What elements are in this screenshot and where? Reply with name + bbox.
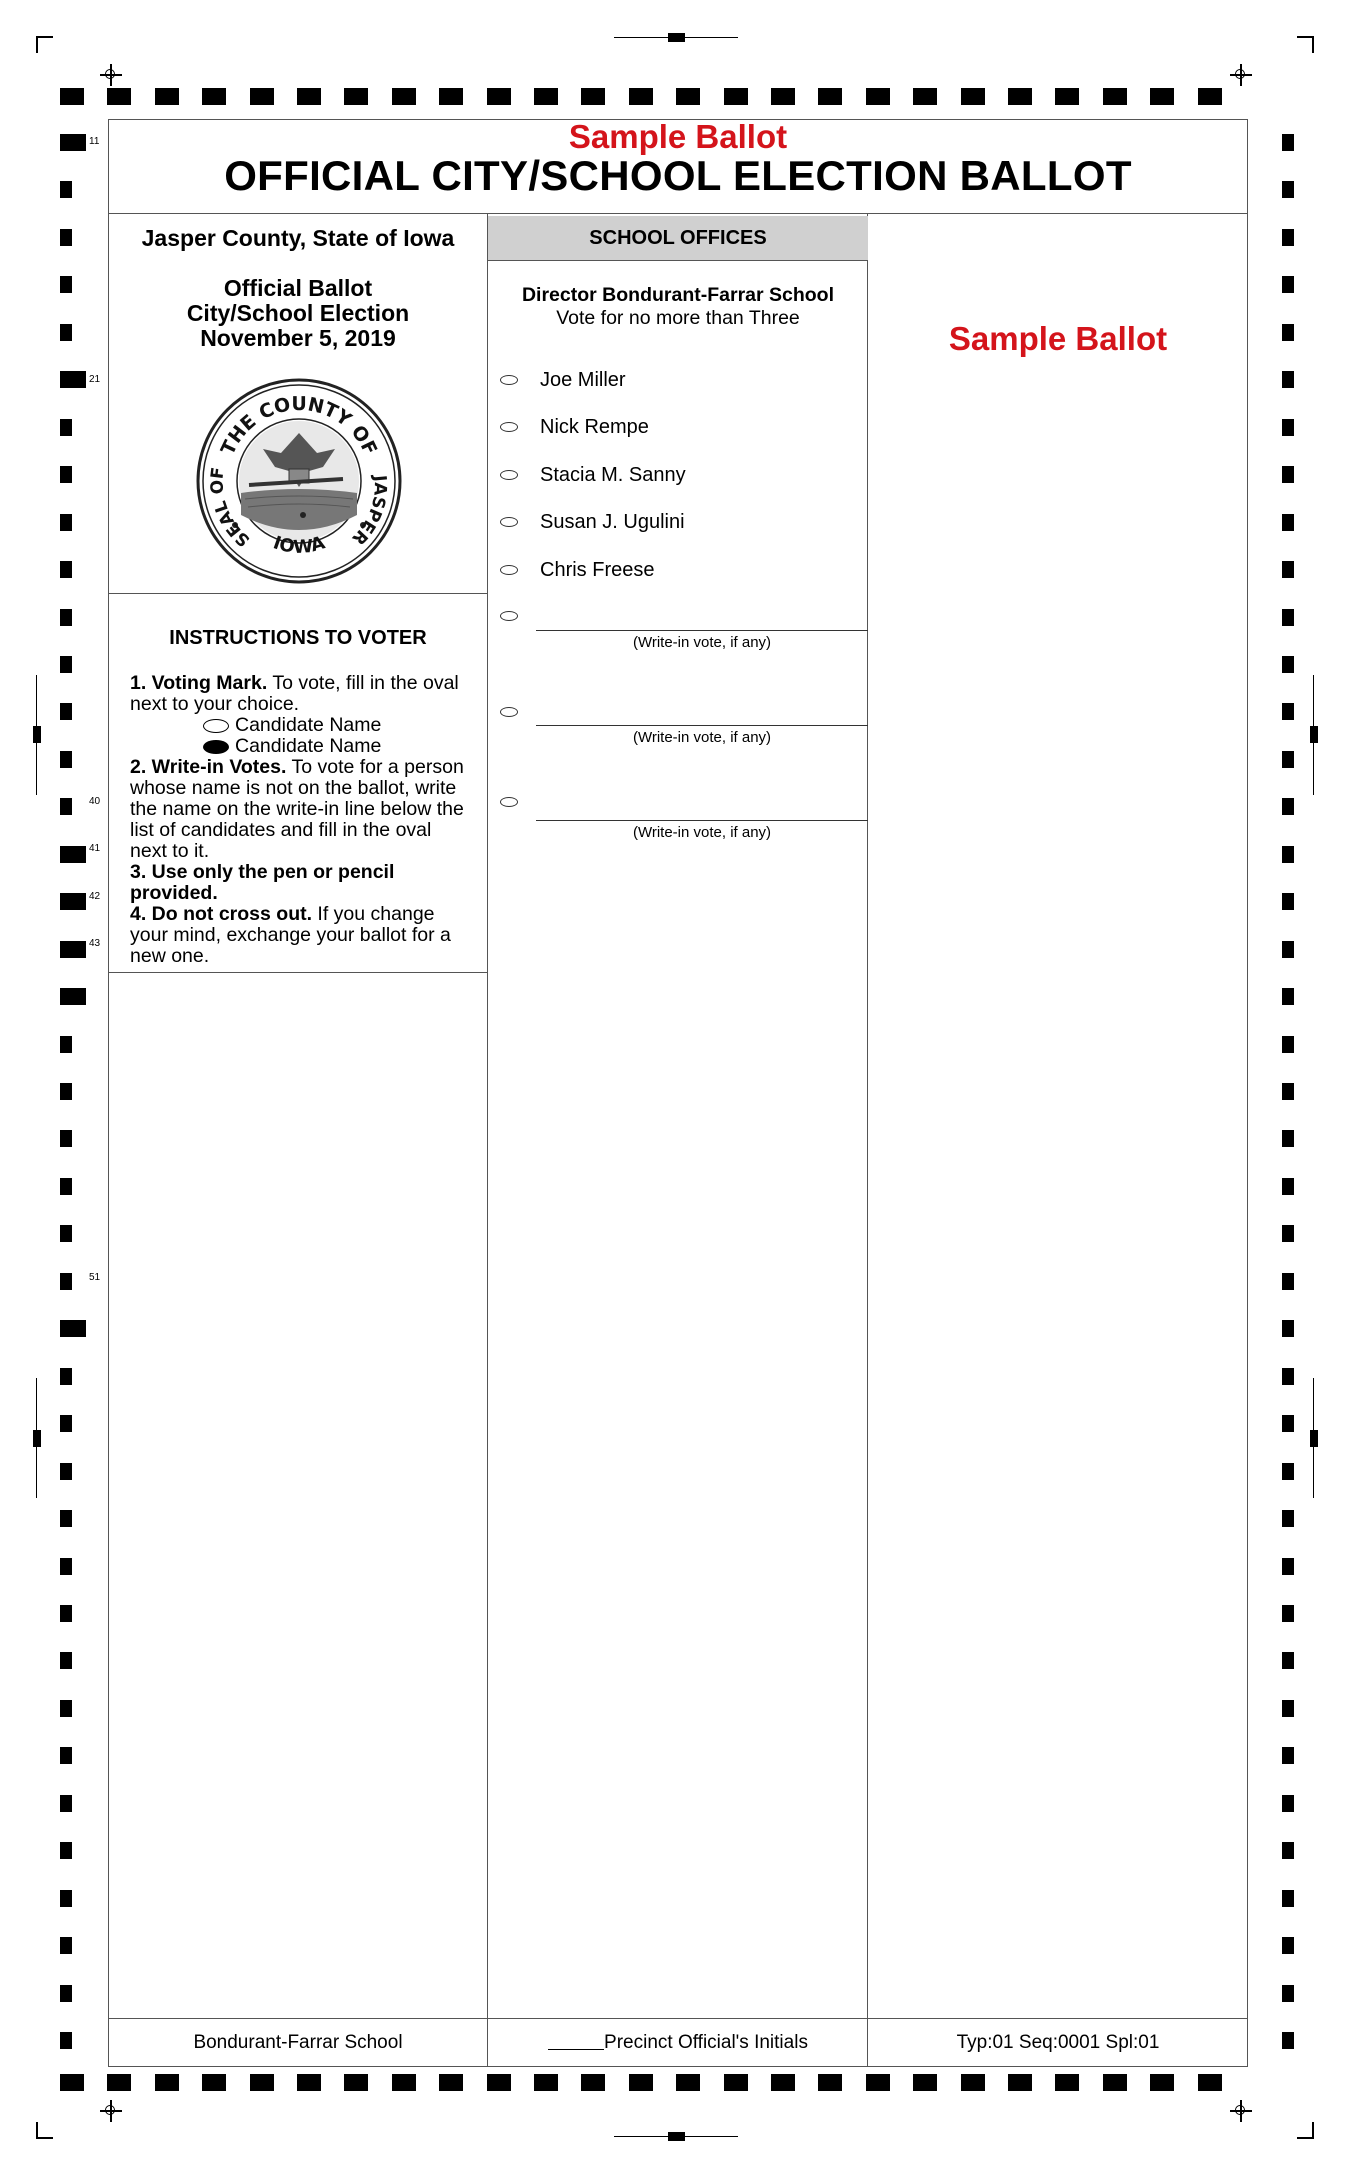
seal-divider — [108, 593, 488, 594]
timing-mark — [1282, 703, 1294, 720]
timing-mark — [1282, 181, 1294, 198]
corner-mark-bottom-left — [36, 2121, 54, 2139]
write-in-label: (Write-in vote, if any) — [632, 634, 772, 651]
candidate-row[interactable] — [500, 555, 654, 585]
timing-mark — [60, 893, 86, 910]
timing-label: 11 — [89, 136, 100, 147]
timing-mark — [60, 324, 72, 341]
candidate-name: Susan J. Ugulini — [540, 510, 685, 533]
corner-mark-top-left — [36, 36, 54, 54]
candidate-name: Joe Miller — [540, 368, 626, 391]
timing-mark — [1282, 229, 1294, 246]
timing-mark — [60, 798, 72, 815]
timing-mark — [1282, 371, 1294, 388]
contest-title: Director Bondurant-Farrar School — [521, 284, 835, 306]
timing-mark — [60, 1083, 72, 1100]
timing-mark — [60, 1225, 72, 1242]
timing-mark — [1282, 1130, 1294, 1147]
timing-mark — [913, 2074, 937, 2091]
timing-mark — [1282, 1700, 1294, 1717]
timing-mark — [60, 1842, 72, 1859]
candidate-row[interactable] — [500, 507, 685, 537]
write-in-divider — [536, 630, 868, 631]
timing-mark — [1282, 988, 1294, 1005]
filled-oval-icon — [203, 740, 229, 754]
registration-mark — [1230, 2100, 1252, 2122]
county-seal — [193, 375, 405, 587]
timing-mark — [60, 1558, 72, 1575]
timing-mark — [1150, 88, 1174, 105]
timing-mark — [913, 88, 937, 105]
timing-mark — [60, 514, 72, 531]
timing-mark — [1282, 1083, 1294, 1100]
timing-mark — [60, 1415, 72, 1432]
timing-mark — [1282, 324, 1294, 341]
timing-mark — [60, 2074, 84, 2091]
timing-mark — [60, 1368, 72, 1385]
timing-mark — [60, 988, 86, 1005]
timing-mark — [60, 134, 86, 151]
timing-mark — [155, 88, 179, 105]
timing-label: 51 — [89, 1272, 101, 1283]
timing-mark — [1282, 1747, 1294, 1764]
timing-mark — [60, 1937, 72, 1954]
corner-mark-top-right — [1296, 36, 1314, 54]
timing-mark — [818, 2074, 842, 2091]
timing-mark — [250, 2074, 274, 2091]
timing-mark — [202, 88, 226, 105]
timing-mark — [1282, 1558, 1294, 1575]
vote-oval[interactable] — [500, 517, 518, 527]
timing-mark — [60, 703, 72, 720]
timing-mark — [676, 88, 700, 105]
alignment-block-top — [668, 33, 685, 42]
timing-mark — [1008, 88, 1032, 105]
timing-mark — [60, 419, 72, 436]
candidate-row[interactable] — [500, 412, 649, 442]
candidate-name: Stacia M. Sanny — [540, 463, 686, 486]
timing-mark — [1282, 419, 1294, 436]
timing-mark — [771, 2074, 795, 2091]
timing-mark — [297, 2074, 321, 2091]
timing-mark — [961, 88, 985, 105]
timing-mark — [1282, 656, 1294, 673]
election-date: November 5, 2019 — [200, 325, 396, 351]
vote-oval[interactable] — [500, 422, 518, 432]
empty-oval-icon — [203, 719, 229, 733]
column-divider-1 — [487, 213, 488, 2066]
instruction-pen: 3. Use only the pen or pencil provided. — [130, 861, 395, 904]
footer-code: Typ:01 Seq:0001 Spl:01 — [956, 2032, 1160, 2053]
timing-mark — [392, 88, 416, 105]
timing-mark — [1282, 1985, 1294, 2002]
timing-mark — [60, 1605, 72, 1622]
timing-mark — [60, 229, 72, 246]
seal-text-left: SEAL OF — [207, 466, 255, 551]
seal-text-right: JASPER — [347, 474, 391, 549]
timing-mark — [1282, 1652, 1294, 1669]
instructions-title: INSTRUCTIONS TO VOTER — [169, 627, 427, 649]
ballot-title: OFFICIAL CITY/SCHOOL ELECTION BALLOT — [224, 152, 1132, 199]
vote-oval[interactable] — [500, 611, 518, 621]
write-in-line[interactable] — [536, 725, 868, 726]
timing-mark — [676, 2074, 700, 2091]
timing-mark — [1198, 88, 1222, 105]
timing-mark — [60, 1273, 72, 1290]
timing-mark — [724, 2074, 748, 2091]
instructions-body — [130, 673, 470, 967]
timing-mark — [1198, 2074, 1222, 2091]
timing-mark — [60, 1795, 72, 1812]
write-in-row[interactable] — [500, 787, 540, 817]
timing-mark — [1282, 1273, 1294, 1290]
timing-mark — [60, 656, 72, 673]
timing-mark — [250, 88, 274, 105]
timing-mark — [1008, 2074, 1032, 2091]
timing-mark — [297, 88, 321, 105]
ballot-type-line1: Official Ballot — [223, 275, 373, 301]
candidate-name: Chris Freese — [540, 558, 655, 581]
timing-mark — [1282, 941, 1294, 958]
timing-mark — [629, 2074, 653, 2091]
timing-mark — [534, 2074, 558, 2091]
alignment-block-right-lower — [1310, 1430, 1318, 1447]
timing-mark — [771, 88, 795, 105]
timing-mark — [487, 2074, 511, 2091]
timing-mark — [1282, 514, 1294, 531]
timing-mark — [202, 2074, 226, 2091]
timing-mark — [1282, 1890, 1294, 1907]
timing-mark — [60, 181, 72, 198]
write-in-label: (Write-in vote, if any) — [632, 729, 772, 746]
timing-mark — [392, 2074, 416, 2091]
timing-mark — [1282, 1463, 1294, 1480]
timing-mark — [60, 1130, 72, 1147]
timing-mark — [60, 561, 72, 578]
timing-mark — [1282, 1795, 1294, 1812]
timing-mark — [1282, 1225, 1294, 1242]
instructions-divider — [108, 972, 488, 973]
instruction-no-cross-out: 4. Do not cross out. If you change your mind, exchange your ballot for a new one. — [130, 903, 451, 967]
timing-mark — [1282, 276, 1294, 293]
timing-mark — [818, 88, 842, 105]
timing-mark — [60, 1652, 72, 1669]
timing-mark — [487, 88, 511, 105]
timing-mark — [1282, 1036, 1294, 1053]
timing-mark — [60, 1036, 72, 1053]
timing-mark — [1282, 798, 1294, 815]
alignment-block-left-lower — [33, 1430, 41, 1447]
timing-mark — [1103, 88, 1127, 105]
timing-mark — [1282, 134, 1294, 151]
timing-mark — [344, 2074, 368, 2091]
vote-limit: Vote for no more than Three — [556, 307, 800, 329]
timing-mark — [1103, 2074, 1127, 2091]
timing-mark — [60, 466, 72, 483]
timing-label: 43 — [89, 938, 101, 949]
write-in-row[interactable] — [500, 697, 540, 727]
timing-mark — [60, 276, 72, 293]
timing-mark — [1282, 1937, 1294, 1954]
timing-mark — [60, 1985, 72, 2002]
write-in-label: (Write-in vote, if any) — [632, 824, 772, 841]
timing-mark — [1055, 2074, 1079, 2091]
timing-mark — [60, 2032, 72, 2049]
timing-mark — [60, 1463, 72, 1480]
header-divider — [108, 213, 1248, 214]
timing-mark — [1055, 88, 1079, 105]
instruction-write-in: 2. Write-in Votes. To vote for a person whose name is not on the ballot, write the name on the write-in line below the list of candidates and fill in the oval next to it. — [130, 756, 464, 862]
timing-mark — [60, 88, 84, 105]
timing-mark — [581, 2074, 605, 2091]
seal-text-bottom: IOWA — [270, 532, 328, 559]
timing-mark — [60, 1178, 72, 1195]
write-in-row[interactable] — [500, 601, 540, 631]
timing-mark — [60, 1510, 72, 1527]
county-name: Jasper County, State of Iowa — [141, 225, 455, 251]
alignment-block-right-upper — [1310, 726, 1318, 743]
timing-mark — [60, 1890, 72, 1907]
footer-district: Bondurant-Farrar School — [193, 2032, 403, 2053]
vote-oval[interactable] — [500, 565, 518, 575]
timing-mark — [1282, 846, 1294, 863]
timing-mark — [107, 2074, 131, 2091]
timing-mark — [1150, 2074, 1174, 2091]
instruction-voting-mark: 1. Voting Mark. To vote, fill in the oval next to your choice. — [130, 672, 459, 715]
timing-mark — [629, 88, 653, 105]
alignment-block-bottom — [668, 2132, 685, 2141]
timing-mark — [1282, 1368, 1294, 1385]
corner-mark-bottom-right — [1296, 2121, 1314, 2139]
registration-mark — [1230, 64, 1252, 86]
timing-mark — [155, 2074, 179, 2091]
ballot-type-line2: City/School Election — [186, 300, 410, 326]
timing-mark — [60, 371, 86, 388]
timing-mark — [866, 88, 890, 105]
vote-oval[interactable] — [500, 470, 518, 480]
footer-divider — [108, 2018, 1248, 2019]
timing-label: 40 — [89, 796, 101, 807]
timing-mark — [344, 88, 368, 105]
timing-mark — [866, 2074, 890, 2091]
column-divider-2 — [867, 213, 868, 2066]
timing-mark — [107, 88, 131, 105]
sample-ballot-label: Sample Ballot — [568, 118, 788, 155]
timing-mark — [1282, 2032, 1294, 2049]
timing-mark — [1282, 609, 1294, 626]
example-filled-row: Candidate Name — [130, 736, 470, 757]
example-empty-row: Candidate Name — [130, 715, 470, 736]
timing-mark — [1282, 1415, 1294, 1432]
timing-mark — [961, 2074, 985, 2091]
seal-text-top: THE COUNTY OF — [216, 393, 382, 459]
vote-oval[interactable] — [500, 375, 518, 385]
registration-mark — [100, 64, 122, 86]
timing-mark — [581, 88, 605, 105]
timing-mark — [60, 1700, 72, 1717]
timing-mark — [534, 88, 558, 105]
timing-label: 42 — [89, 891, 101, 902]
timing-mark — [1282, 893, 1294, 910]
timing-mark — [1282, 751, 1294, 768]
timing-mark — [1282, 1320, 1294, 1337]
timing-mark — [1282, 1510, 1294, 1527]
timing-mark — [439, 88, 463, 105]
timing-mark — [60, 751, 72, 768]
candidate-row[interactable] — [500, 365, 626, 395]
timing-mark — [60, 846, 86, 863]
sample-ballot-watermark: Sample Ballot — [948, 320, 1168, 357]
timing-mark — [439, 2074, 463, 2091]
vote-oval[interactable] — [500, 707, 518, 717]
timing-mark — [1282, 561, 1294, 578]
timing-mark — [60, 609, 72, 626]
timing-mark — [724, 88, 748, 105]
timing-label: 21 — [89, 374, 101, 385]
vote-oval[interactable] — [500, 797, 518, 807]
timing-label: 41 — [89, 843, 101, 854]
section-header-school-offices: SCHOOL OFFICES — [488, 216, 868, 261]
timing-mark — [1282, 1178, 1294, 1195]
candidate-name: Nick Rempe — [540, 415, 649, 438]
timing-mark — [60, 1320, 86, 1337]
timing-mark — [1282, 466, 1294, 483]
alignment-block-left-upper — [33, 726, 41, 743]
footer-initials: Precinct Official's Initials — [488, 2020, 868, 2066]
timing-mark — [1282, 1842, 1294, 1859]
write-in-line[interactable] — [536, 820, 868, 821]
initials-line[interactable] — [548, 2031, 604, 2050]
timing-mark — [1282, 1605, 1294, 1622]
registration-mark — [100, 2100, 122, 2122]
timing-mark — [60, 1747, 72, 1764]
timing-mark — [60, 941, 86, 958]
candidate-row[interactable] — [500, 460, 686, 490]
